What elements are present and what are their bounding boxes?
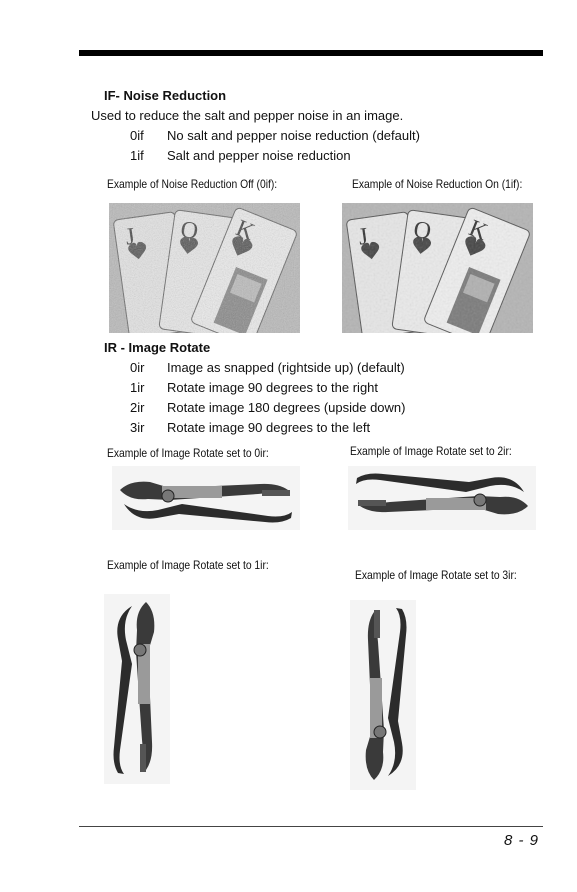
- option-desc: Rotate image 90 degrees to the right: [167, 380, 379, 395]
- option-code: 3ir: [130, 420, 145, 435]
- option-desc: Rotate image 180 degrees (upside down): [167, 400, 406, 415]
- option-desc: Salt and pepper noise reduction: [167, 148, 351, 163]
- caption-rotate-0ir: Example of Image Rotate set to 0ir:: [107, 446, 269, 460]
- page-number: 8 - 9: [503, 832, 539, 849]
- noise-reduction-heading: IF- Noise Reduction: [104, 88, 227, 103]
- pliers-photo-1ir: [104, 594, 170, 784]
- option-code: 2ir: [130, 400, 145, 415]
- caption-rotate-2ir: Example of Image Rotate set to 2ir:: [350, 444, 512, 458]
- pliers-photo-3ir: [350, 600, 416, 790]
- bottom-rule: [79, 826, 543, 827]
- top-rule: [79, 50, 543, 56]
- option-desc: Rotate image 90 degrees to the left: [167, 420, 371, 435]
- caption-noise-off: Example of Noise Reduction Off (0if):: [107, 177, 278, 191]
- option-code: 0if: [130, 128, 144, 143]
- option-code: 1ir: [130, 380, 145, 395]
- cards-photo-noise-off: [109, 203, 300, 333]
- image-rotate-heading: IR - Image Rotate: [104, 340, 211, 355]
- cards-photo-noise-on: [342, 203, 533, 333]
- caption-rotate-1ir: Example of Image Rotate set to 1ir:: [107, 558, 269, 572]
- caption-noise-on: Example of Noise Reduction On (1if):: [352, 177, 523, 191]
- option-code: 1if: [130, 148, 144, 163]
- option-code: 0ir: [130, 360, 145, 375]
- pliers-photo-2ir: [348, 466, 536, 530]
- option-desc: Image as snapped (rightside up) (default): [167, 360, 405, 375]
- caption-rotate-3ir: Example of Image Rotate set to 3ir:: [355, 568, 517, 582]
- noise-reduction-intro: Used to reduce the salt and pepper noise in an image.: [91, 108, 404, 123]
- option-desc: No salt and pepper noise reduction (default): [167, 128, 420, 143]
- pliers-photo-0ir: [112, 466, 300, 530]
